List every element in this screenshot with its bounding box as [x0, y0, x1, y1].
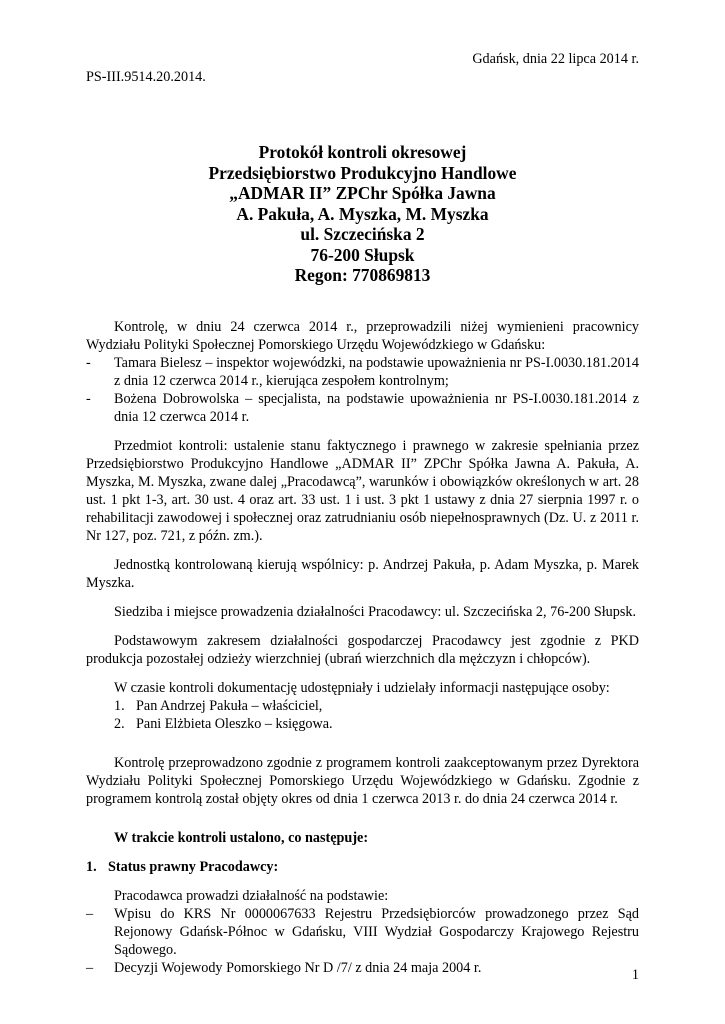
page-number: 1: [631, 967, 639, 983]
scope-paragraph: Podstawowym zakresem działalności gospodarczej Pracodawcy jest zgodnie z PKD produkcja pozostałej odzieży wierzchniej (ubrań wierzchnich dla mężczyzn i chłopców).: [86, 633, 639, 667]
title-line: „ADMAR II” ZPChr Spółka Jawna: [229, 183, 496, 203]
list-dash: -: [86, 391, 91, 407]
management-paragraph: Jednostką kontrolowaną kierują wspólnicy: p. Andrzej Pakuła, p. Adam Myszka, p. Marek Myszka.: [86, 557, 639, 591]
section-number: 1.: [86, 859, 97, 875]
inspector-text: Bożena Dobrowolska – specjalista, na podstawie upoważnienia nr PS-I.0030.181.2014 z dnia 12 czerwca 2014 r.: [114, 391, 639, 425]
title-line: Protokół kontroli okresowej: [258, 142, 467, 162]
person-item: [86, 715, 639, 733]
list-dash: –: [86, 906, 94, 922]
basis-item: [86, 959, 639, 977]
inspector-item: [86, 390, 639, 426]
place-date: Gdańsk, dnia 22 lipca 2014 r.: [472, 51, 639, 67]
reference-number: PS-III.9514.20.2014.: [86, 69, 206, 85]
inspector-item: [86, 354, 639, 390]
findings-heading: W trakcie kontroli ustalono, co następuje:: [114, 830, 369, 846]
seat-paragraph: Siedziba i miejsce prowadzenia działalności Pracodawcy: ul. Szczecińska 2, 76-200 Słupsk.: [114, 604, 637, 620]
title-line: 76-200 Słupsk: [310, 244, 415, 265]
list-dash: –: [86, 960, 94, 976]
title-line: Regon: 770869813: [294, 265, 431, 285]
subject-paragraph: Przedmiot kontroli: ustalenie stanu faktycznego i prawnego w zakresie spełniania przez Przedsiębiorstwo Produkcyjno Handlowe „ADMAR II” ZPChr Spółka Jawna A. Pakuła, A. Myszka, M. Myszka, zwane dalej „Pracodawcą”, warunków i obowiązków określonych w art. 28 ust. 1 pkt 1-3, art. 30 ust. 4 oraz art. 33 ust. 1 i ust. 3 pkt 1 ustawy z dnia 27 sierpnia 1997 r. o rehabilitacji zawodowej i społecznej oraz zatrudnianiu osób niepełnosprawnych (Dz. U. z 2011 r. Nr 127, poz. 721, z późn. zm.).: [86, 438, 639, 544]
basis-text: Wpisu do KRS Nr 0000067633 Rejestru Przedsiębiorców prowadzonego przez Sąd Rejonowy Gdańsk-Północ w Gdańsku, VIII Wydział Gospodarczy Krajowego Rejestru Sądowego.: [114, 906, 639, 958]
title-line: Przedsiębiorstwo Produkcyjno Handlowe: [208, 162, 517, 183]
basis-text: Decyzji Wojewody Pomorskiego Nr D /7/ z dnia 24 maja 2004 r.: [114, 960, 482, 976]
section-lead: Pracodawca prowadzi działalność na podstawie:: [114, 888, 389, 904]
section-title: Status prawny Pracodawcy:: [108, 859, 279, 875]
inspector-text: Tamara Bielesz – inspektor wojewódzki, na podstawie upoważnienia nr PS-I.0030.181.2014 z dnia 12 czerwca 2014 r., kierująca zespołem kontrolnym;: [114, 355, 639, 389]
section-heading: [86, 858, 639, 876]
list-number: 1.: [114, 698, 125, 714]
person-item: [86, 697, 639, 715]
title-line: A. Pakuła, A. Myszka, M. Myszka: [236, 203, 489, 224]
title-line: ul. Szczecińska 2: [300, 224, 425, 244]
document-title: [86, 142, 639, 286]
list-number: 2.: [114, 716, 125, 732]
person-text: Pani Elżbieta Oleszko – księgowa.: [136, 716, 333, 732]
documents-paragraph: W czasie kontroli dokumentację udostępniały i udzielały informacji następujące osoby:: [114, 680, 610, 696]
person-text: Pan Andrzej Pakuła – właściciel,: [136, 698, 323, 714]
basis-item: [86, 905, 639, 959]
list-dash: -: [86, 355, 91, 371]
program-paragraph: Kontrolę przeprowadzono zgodnie z programem kontroli zaakceptowanym przez Dyrektora Wydziału Polityki Społecznej Pomorskiego Urzędu Wojewódzkiego w Gdańsku. Zgodnie z programem kontrolą został objęty okres od dnia 1 czerwca 2013 r. do dnia 24 czerwca 2014 r.: [86, 755, 639, 807]
document-body: [86, 318, 639, 977]
intro-paragraph: Kontrolę, w dniu 24 czerwca 2014 r., przeprowadzili niżej wymienieni pracownicy Wydziału Polityki Społecznej Pomorskiego Urzędu Wojewódzkiego w Gdańsku:: [86, 319, 639, 353]
